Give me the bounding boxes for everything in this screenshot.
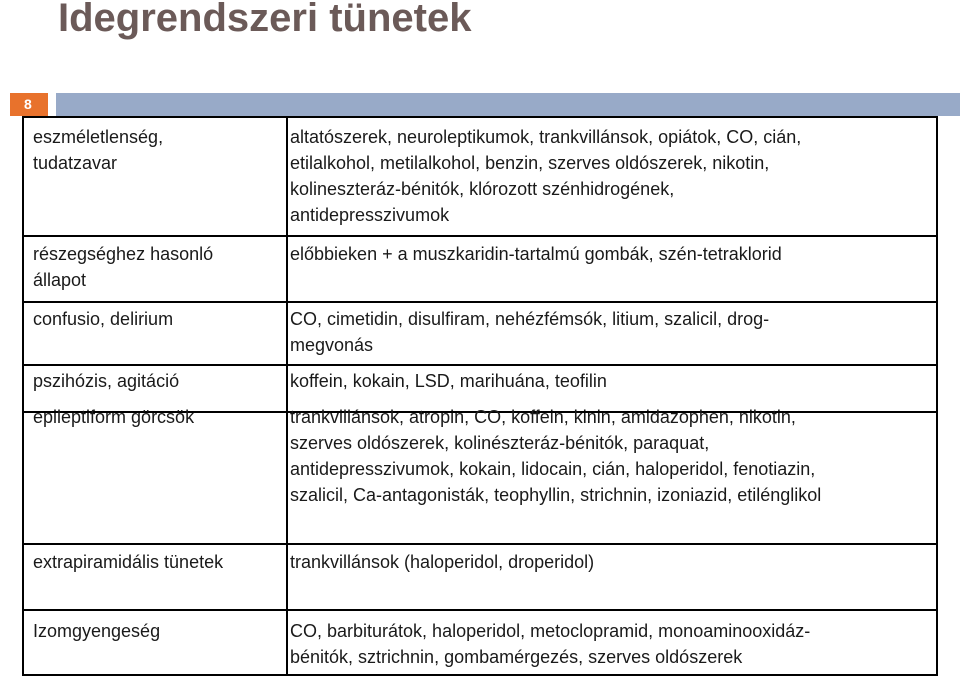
- row-divider: [24, 609, 936, 611]
- table-row-symptom: pszihózis, agitáció: [33, 371, 180, 391]
- row-divider: [24, 301, 936, 303]
- table-row-symptom: Izomgyengeség: [33, 621, 161, 641]
- row-divider: [24, 235, 936, 237]
- table-row-causes: koffein, kokain, LSD, marihuána, teofilin: [290, 371, 607, 391]
- table-row-causes: altatószerek, neuroleptikumok, trankvillánsok, opiátok, CO, cián, etilalkohol, metilalkohol, benzin, szerves oldószerek, nikotin, kolineszteráz-bénitók, klórozott szénhidrogének, antidepresszivumok: [290, 127, 802, 225]
- column-divider: [286, 118, 288, 674]
- table-row-symptom: részegséghez hasonló állapot: [33, 244, 214, 290]
- table-row-causes: CO, cimetidin, disulfiram, nehézfémsók, litium, szalicil, drog- megvonás: [290, 309, 770, 355]
- row-divider: [24, 543, 936, 545]
- row-divider: [24, 364, 936, 366]
- table-row-symptom: eszméletlenség, tudatzavar: [33, 127, 164, 173]
- page-number-badge: 8: [10, 93, 48, 116]
- page-title: Idegrendszeri tünetek: [58, 0, 472, 40]
- symptoms-table: [22, 116, 938, 676]
- table-row-symptom: confusio, delirium: [33, 309, 174, 329]
- header-bar: [56, 93, 960, 116]
- table-row-causes: CO, barbiturátok, haloperidol, metoclopramid, monoaminooxidáz- bénitók, sztrichnin, gombamérgezés, szerves oldószerek: [290, 621, 811, 667]
- table-row-causes: trankvillánsok, atropin, CO, koffein, kinin, amidazophen, nikotin, szerves oldószerek, kolinészteráz-bénitók, paraquat, antidepresszivumok, kokain, lidocain, cián, haloperidol, fenotiazin, szalicil, Ca-antagonisták, teophyllin, strichnin, izoniazid, etilénglikol: [290, 407, 822, 505]
- table-row-causes: előbbieken + a muszkaridin-tartalmú gombák, szén-tetraklorid: [290, 244, 782, 264]
- table-row-symptom: extrapiramidális tünetek: [33, 552, 224, 572]
- table-row-causes: trankvillánsok (haloperidol, droperidol): [290, 552, 595, 572]
- table-row-symptom: epileptiform görcsök: [33, 407, 195, 427]
